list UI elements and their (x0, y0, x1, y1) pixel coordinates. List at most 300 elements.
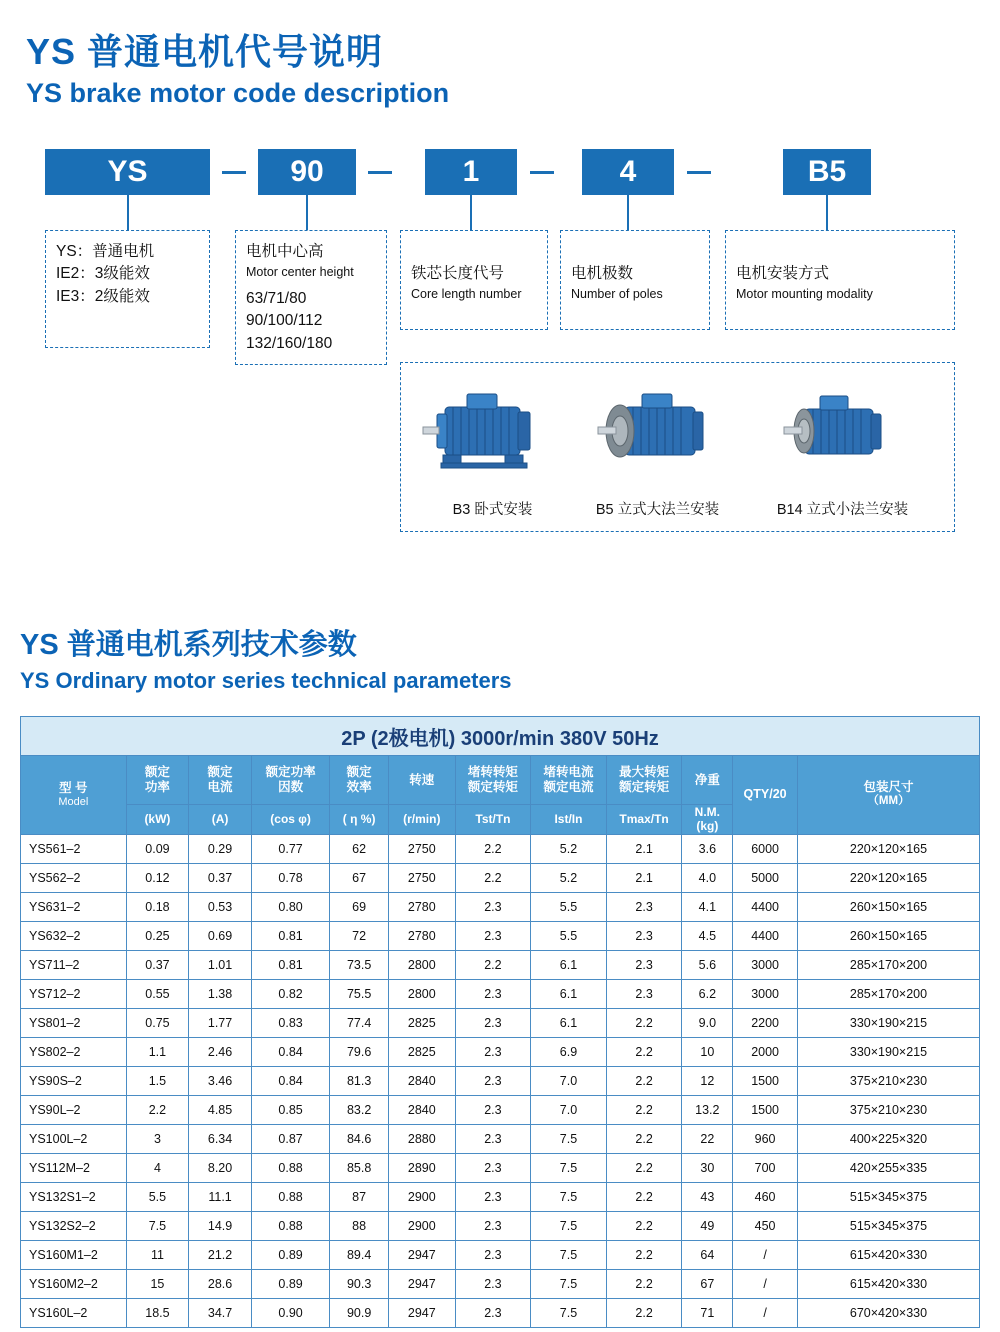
header-rated-power (126, 756, 189, 805)
cell-model: YS160M2–2 (21, 1269, 127, 1298)
table-cell: 2.3 (455, 1095, 531, 1124)
table-cell: 2.1 (606, 863, 682, 892)
table-row (21, 1066, 980, 1095)
table-row (21, 921, 980, 950)
cell-model: YS132S2–2 (21, 1211, 127, 1240)
table-cell: 0.82 (251, 979, 329, 1008)
table-cell: 2.2 (455, 834, 531, 863)
table-cell: 2.3 (455, 1066, 531, 1095)
table-cell: 18.5 (126, 1298, 189, 1327)
table-cell: 0.81 (251, 921, 329, 950)
header-power-factor (251, 756, 329, 805)
table-cell: 375×210×230 (797, 1095, 979, 1124)
table-cell: 5.6 (682, 950, 733, 979)
table-cell: 7.5 (531, 1124, 607, 1153)
spec-table-wrapper (20, 716, 980, 1328)
header-model (21, 756, 127, 835)
table-cell: 75.5 (330, 979, 389, 1008)
table-cell: 0.85 (251, 1095, 329, 1124)
table-row (21, 1269, 980, 1298)
table-cell: 1500 (733, 1066, 798, 1095)
table-cell: 0.77 (251, 834, 329, 863)
table-row (21, 950, 980, 979)
table-cell: 5000 (733, 863, 798, 892)
desc-box-core-length (400, 230, 548, 330)
cell-model: YS132S1–2 (21, 1182, 127, 1211)
table-cell: / (733, 1269, 798, 1298)
table-cell: 85.8 (330, 1153, 389, 1182)
table-cell: 2.3 (455, 979, 531, 1008)
table-cell: 7.5 (531, 1211, 607, 1240)
table-cell: 3 (126, 1124, 189, 1153)
table-cell: 3.46 (189, 1066, 252, 1095)
header-max-torque-l1: 最大转矩 (619, 765, 670, 779)
table-cell: 0.88 (251, 1211, 329, 1240)
table-cell: 4.0 (682, 863, 733, 892)
table-row (21, 1153, 980, 1182)
desc-ys-line-3: IE3：2级能效 (56, 287, 150, 305)
table-cell: 0.09 (126, 834, 189, 863)
table-cell: 0.88 (251, 1182, 329, 1211)
table-cell: 7.5 (126, 1211, 189, 1240)
code-segment-core-length: 1 (425, 149, 517, 195)
motor-image-b5 (580, 382, 730, 487)
table-cell: 90.3 (330, 1269, 389, 1298)
table-cell: 2.3 (455, 921, 531, 950)
table-cell: 450 (733, 1211, 798, 1240)
table-cell: 22 (682, 1124, 733, 1153)
header-rated-current (189, 756, 252, 805)
table-cell: 2.3 (606, 892, 682, 921)
page-title-cn: YS 普通电机代号说明 (26, 31, 384, 72)
table-cell: 7.5 (531, 1182, 607, 1211)
table-cell: 7.5 (531, 1269, 607, 1298)
connector-line-3 (470, 195, 472, 230)
table-cell: 285×170×200 (797, 950, 979, 979)
table-row (21, 863, 980, 892)
table-cell: 2.2 (606, 1269, 682, 1298)
connector-line-2 (306, 195, 308, 230)
table-cell: 2840 (388, 1095, 455, 1124)
table-cell: 2.3 (455, 1211, 531, 1240)
header-locked-current-l2: 额定电流 (543, 780, 594, 794)
desc-ys-line-2: IE2：3级能效 (56, 265, 150, 283)
table-cell: 0.80 (251, 892, 329, 921)
table-cell: 2.3 (455, 1269, 531, 1298)
table-row (21, 1008, 980, 1037)
table-cell: 2880 (388, 1124, 455, 1153)
header-locked-torque-l2: 额定转矩 (467, 780, 518, 794)
table-cell: 10 (682, 1037, 733, 1066)
header-max-torque-l2: 额定转矩 (619, 780, 670, 794)
table-cell: 700 (733, 1153, 798, 1182)
table-cell: 1500 (733, 1095, 798, 1124)
table-cell: 670×420×330 (797, 1298, 979, 1327)
table-row (21, 1298, 980, 1327)
table-cell: 6000 (733, 834, 798, 863)
table-row (21, 1211, 980, 1240)
table-cell: 220×120×165 (797, 834, 979, 863)
desc-core-length-en: Core length number (411, 287, 522, 302)
desc-center-height-en: Motor center height (246, 265, 354, 280)
table-cell: 83.2 (330, 1095, 389, 1124)
table-cell: / (733, 1298, 798, 1327)
table-cell: 15 (126, 1269, 189, 1298)
table-cell: 2000 (733, 1037, 798, 1066)
table-cell: 2947 (388, 1240, 455, 1269)
table-cell: 0.88 (251, 1153, 329, 1182)
table-cell: 3.6 (682, 834, 733, 863)
header-package-size (797, 756, 979, 835)
connector-line-4 (627, 195, 629, 230)
cell-model: YS631–2 (21, 892, 127, 921)
table-cell: 4 (126, 1153, 189, 1182)
table-row (21, 1124, 980, 1153)
desc-center-height-val-3: 132/160/180 (246, 334, 333, 352)
header-efficiency-l1: 额定 (346, 765, 372, 779)
table-cell: 0.69 (189, 921, 252, 950)
cell-model: YS801–2 (21, 1008, 127, 1037)
table-cell: 0.29 (189, 834, 252, 863)
table-cell: 2.3 (455, 1124, 531, 1153)
header-power-factor-l2: 因数 (278, 780, 304, 794)
unit-net-weight (682, 805, 733, 835)
table-cell: 4.5 (682, 921, 733, 950)
table-cell: 0.78 (251, 863, 329, 892)
table-cell: 6.9 (531, 1037, 607, 1066)
table-row (21, 892, 980, 921)
table-cell: 4.85 (189, 1095, 252, 1124)
table-cell: 5.2 (531, 834, 607, 863)
table-cell: 7.5 (531, 1240, 607, 1269)
table-cell: 6.1 (531, 950, 607, 979)
table-cell: 420×255×335 (797, 1153, 979, 1182)
table-cell: 1.5 (126, 1066, 189, 1095)
table-cell: 11.1 (189, 1182, 252, 1211)
table-row (21, 1037, 980, 1066)
header-net-weight-l1: 净重 (694, 772, 720, 787)
table-cell: 8.20 (189, 1153, 252, 1182)
table-cell: 6.1 (531, 979, 607, 1008)
table-cell: 69 (330, 892, 389, 921)
table-cell: 0.25 (126, 921, 189, 950)
unit-net-weight-l2: (kg) (696, 819, 719, 834)
code-segment-center-height: 90 (258, 149, 356, 195)
header-locked-current-l1: 堵转电流 (543, 765, 594, 779)
table-cell: 2.46 (189, 1037, 252, 1066)
table-cell: 2.3 (455, 1008, 531, 1037)
cell-model: YS90L–2 (21, 1095, 127, 1124)
table-banner: 2P (2极电机) 3000r/min 380V 50Hz (21, 717, 980, 756)
header-power-factor-l1: 额定功率 (265, 765, 316, 779)
mounting-caption-b3: B3 卧式安装 (452, 502, 533, 518)
table-cell: 2900 (388, 1211, 455, 1240)
table-cell: 2200 (733, 1008, 798, 1037)
table-cell: 2.2 (455, 863, 531, 892)
table-cell: 5.5 (531, 892, 607, 921)
header-locked-torque-l1: 堵转转矩 (467, 765, 518, 779)
table-cell: 28.6 (189, 1269, 252, 1298)
table-row (21, 979, 980, 1008)
table-cell: 87 (330, 1182, 389, 1211)
cell-model: YS712–2 (21, 979, 127, 1008)
table-cell: 2.2 (606, 1037, 682, 1066)
table-cell: 2825 (388, 1008, 455, 1037)
table-cell: 2890 (388, 1153, 455, 1182)
unit-locked-torque: Tst/Tn (455, 805, 531, 835)
table-cell: 14.9 (189, 1211, 252, 1240)
table-cell: 13.2 (682, 1095, 733, 1124)
table-cell: 2800 (388, 950, 455, 979)
table-cell: 2.3 (455, 892, 531, 921)
table-cell: 0.81 (251, 950, 329, 979)
table-cell: 2780 (388, 921, 455, 950)
table-cell: 6.2 (682, 979, 733, 1008)
table-cell: 2947 (388, 1269, 455, 1298)
header-model-en: Model (58, 795, 89, 808)
table-cell: 5.5 (531, 921, 607, 950)
table-cell: 1.01 (189, 950, 252, 979)
table-cell: 5.2 (531, 863, 607, 892)
table-cell: 2.3 (455, 1182, 531, 1211)
table-cell: 6.34 (189, 1124, 252, 1153)
table-cell: 2.2 (606, 1182, 682, 1211)
desc-center-height-val-1: 63/71/80 (246, 289, 307, 307)
table-cell: 30 (682, 1153, 733, 1182)
table-cell: 88 (330, 1211, 389, 1240)
desc-mounting-en: Motor mounting modality (736, 287, 873, 302)
table-cell: 330×190×215 (797, 1037, 979, 1066)
desc-poles-cn: 电机极数 (571, 265, 634, 282)
table-cell: 260×150×165 (797, 892, 979, 921)
table-cell: 1.38 (189, 979, 252, 1008)
table-banner-row (21, 717, 980, 756)
header-rated-power-l2: 功率 (144, 780, 170, 794)
mounting-caption-b14: B14 立式小法兰安装 (776, 502, 909, 518)
cell-model: YS160L–2 (21, 1298, 127, 1327)
desc-center-height-val-2: 90/100/112 (246, 312, 323, 330)
table-cell: 7.5 (531, 1298, 607, 1327)
table-row (21, 1240, 980, 1269)
cell-model: YS711–2 (21, 950, 127, 979)
table-cell: 515×345×375 (797, 1182, 979, 1211)
table-cell: 7.0 (531, 1095, 607, 1124)
cell-model: YS100L–2 (21, 1124, 127, 1153)
header-package-size-unit: （MM） (867, 795, 910, 808)
table-cell: 2.2 (455, 950, 531, 979)
table-row (21, 834, 980, 863)
table-cell: 9.0 (682, 1008, 733, 1037)
table-cell: 615×420×330 (797, 1269, 979, 1298)
desc-center-height-cn: 电机中心高 (246, 243, 324, 260)
table-cell: 1.1 (126, 1037, 189, 1066)
table-cell: 0.53 (189, 892, 252, 921)
table-cell: 84.6 (330, 1124, 389, 1153)
header-locked-torque (455, 756, 531, 805)
table-cell: 67 (330, 863, 389, 892)
table-cell: 4400 (733, 921, 798, 950)
cell-model: YS160M1–2 (21, 1240, 127, 1269)
table-cell: 4.1 (682, 892, 733, 921)
table-cell: 71 (682, 1298, 733, 1327)
header-speed (388, 756, 455, 805)
table-cell: 0.75 (126, 1008, 189, 1037)
desc-mounting-cn: 电机安装方式 (736, 265, 830, 282)
mounting-caption-b5: B5 立式大法兰安装 (595, 502, 720, 518)
table-cell: 43 (682, 1182, 733, 1211)
table-cell: 64 (682, 1240, 733, 1269)
table-cell: 2.3 (606, 950, 682, 979)
table-cell: 73.5 (330, 950, 389, 979)
desc-ys-line-1: YS：普通电机 (56, 243, 155, 260)
table-cell: 2840 (388, 1066, 455, 1095)
table-cell: 0.37 (189, 863, 252, 892)
table-cell: 375×210×230 (797, 1066, 979, 1095)
table-cell: 0.37 (126, 950, 189, 979)
table-cell: 0.84 (251, 1066, 329, 1095)
table-cell: 0.89 (251, 1240, 329, 1269)
cell-model: YS632–2 (21, 921, 127, 950)
motor-image-b14 (760, 382, 910, 487)
table-header-row-top (21, 756, 980, 805)
cell-model: YS112M–2 (21, 1153, 127, 1182)
table-cell: 400×225×320 (797, 1124, 979, 1153)
table-cell: 2.2 (606, 1240, 682, 1269)
table-cell: 0.12 (126, 863, 189, 892)
cell-model: YS802–2 (21, 1037, 127, 1066)
header-rated-current-l2: 电流 (207, 780, 233, 794)
section2-title-en: YS Ordinary motor series technical parameters (20, 668, 512, 693)
table-cell: 960 (733, 1124, 798, 1153)
code-separator-4 (687, 171, 711, 174)
table-cell: 2825 (388, 1037, 455, 1066)
table-cell: 2900 (388, 1182, 455, 1211)
desc-box-center-height (235, 230, 387, 365)
table-cell: 2.3 (455, 1037, 531, 1066)
table-cell: 79.6 (330, 1037, 389, 1066)
table-cell: 3000 (733, 950, 798, 979)
table-cell: 7.0 (531, 1066, 607, 1095)
table-cell: 2.2 (126, 1095, 189, 1124)
desc-poles-en: Number of poles (571, 287, 663, 302)
table-cell: 6.1 (531, 1008, 607, 1037)
section2-title-cn: YS 普通电机系列技术参数 (20, 629, 357, 661)
unit-rated-power: (kW) (126, 805, 189, 835)
header-efficiency-l2: 效率 (346, 780, 372, 794)
desc-box-ys (45, 230, 210, 348)
table-cell: 2.3 (455, 1240, 531, 1269)
header-efficiency (330, 756, 389, 805)
table-body (21, 834, 980, 1327)
table-cell: 0.83 (251, 1008, 329, 1037)
table-cell: 2780 (388, 892, 455, 921)
code-segment-poles: 4 (582, 149, 674, 195)
desc-box-poles (560, 230, 710, 330)
code-segment-mounting: B5 (783, 149, 871, 195)
table-cell: / (733, 1240, 798, 1269)
table-cell: 62 (330, 834, 389, 863)
table-cell: 2947 (388, 1298, 455, 1327)
header-package-size-cn: 包装尺寸 (863, 780, 914, 795)
table-cell: 2750 (388, 834, 455, 863)
table-cell: 0.90 (251, 1298, 329, 1327)
header-rated-current-l1: 额定 (207, 765, 233, 779)
header-speed-l1: 转速 (409, 772, 435, 787)
table-cell: 12 (682, 1066, 733, 1095)
table-cell: 11 (126, 1240, 189, 1269)
page-title-en: YS brake motor code description (26, 78, 450, 108)
code-segment-ys: YS (45, 149, 210, 195)
table-cell: 2.2 (606, 1008, 682, 1037)
header-rated-power-l1: 额定 (144, 765, 170, 779)
table-cell: 330×190×215 (797, 1008, 979, 1037)
table-cell: 67 (682, 1269, 733, 1298)
table-cell: 0.87 (251, 1124, 329, 1153)
table-cell: 2.3 (455, 1153, 531, 1182)
spec-table (20, 716, 980, 1328)
table-cell: 460 (733, 1182, 798, 1211)
table-cell: 2.2 (606, 1066, 682, 1095)
table-cell: 0.18 (126, 892, 189, 921)
cell-model: YS90S–2 (21, 1066, 127, 1095)
code-separator-3 (530, 171, 554, 174)
unit-efficiency: ( η %) (330, 805, 389, 835)
header-max-torque (606, 756, 682, 805)
table-cell: 0.55 (126, 979, 189, 1008)
table-cell: 89.4 (330, 1240, 389, 1269)
unit-speed: (r/min) (388, 805, 455, 835)
table-cell: 260×150×165 (797, 921, 979, 950)
cell-model: YS561–2 (21, 834, 127, 863)
table-row (21, 1095, 980, 1124)
table-cell: 2.3 (606, 921, 682, 950)
table-cell: 2.1 (606, 834, 682, 863)
table-cell: 2.2 (606, 1124, 682, 1153)
code-separator-1 (222, 171, 246, 174)
table-row (21, 1182, 980, 1211)
table-cell: 34.7 (189, 1298, 252, 1327)
table-cell: 0.89 (251, 1269, 329, 1298)
unit-net-weight-l1: N.M. (694, 805, 720, 819)
header-model-cn: 型 号 (59, 780, 88, 795)
table-cell: 3000 (733, 979, 798, 1008)
table-cell: 2.2 (606, 1298, 682, 1327)
table-cell: 90.9 (330, 1298, 389, 1327)
table-cell: 4400 (733, 892, 798, 921)
table-cell: 285×170×200 (797, 979, 979, 1008)
code-separator-2 (368, 171, 392, 174)
motor-image-b3 (415, 382, 565, 487)
table-cell: 21.2 (189, 1240, 252, 1269)
connector-line-5 (826, 195, 828, 230)
cell-model: YS562–2 (21, 863, 127, 892)
table-cell: 2.3 (606, 979, 682, 1008)
table-cell: 2.2 (606, 1153, 682, 1182)
table-cell: 2.2 (606, 1211, 682, 1240)
unit-locked-current: Ist/In (531, 805, 607, 835)
table-cell: 2.3 (455, 1298, 531, 1327)
table-cell: 1.77 (189, 1008, 252, 1037)
table-cell: 2.2 (606, 1095, 682, 1124)
header-qty: QTY/20 (733, 756, 798, 835)
unit-rated-current: (A) (189, 805, 252, 835)
table-cell: 615×420×330 (797, 1240, 979, 1269)
header-net-weight (682, 756, 733, 805)
connector-line-1 (127, 195, 129, 230)
table-cell: 0.84 (251, 1037, 329, 1066)
table-cell: 72 (330, 921, 389, 950)
table-cell: 77.4 (330, 1008, 389, 1037)
